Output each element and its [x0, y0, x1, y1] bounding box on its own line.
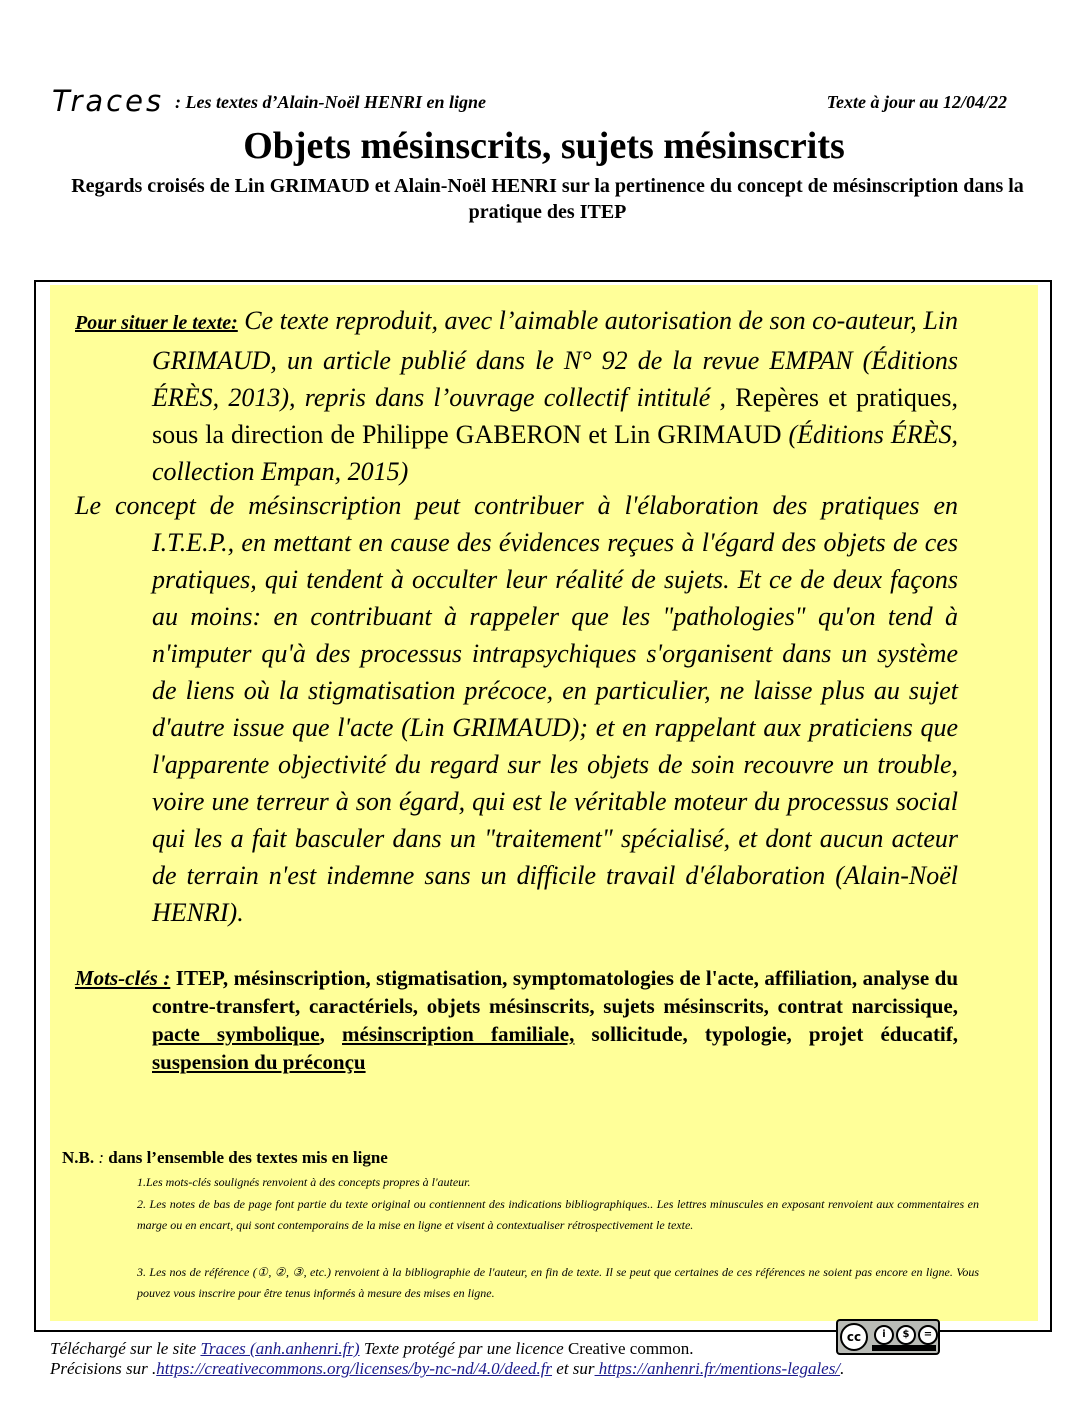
keywords-paragraph: [75, 964, 958, 1076]
license-link[interactable]: https://creativecommons.org/licenses/by-nc-nd/4.0/deed.fr: [156, 1359, 553, 1378]
legal-notice-link[interactable]: https://anhenri.fr/mentions-legales/: [594, 1359, 841, 1378]
by-icon: i: [874, 1325, 894, 1345]
footer-line-2: [50, 1359, 1040, 1379]
context-text-1: Ce texte reproduit, avec l’aimable autorisation de son co-auteur, Lin GRIMAUD, un article publié dans le N° 92 de la revue EMPAN (Éditions ÉRÈS, 2013), repris dans l’ouvrage collectif intitulé ,: [152, 306, 958, 412]
keyword-underlined-2: mésinscription familiale,: [342, 1022, 575, 1046]
nb-text: dans l’ensemble des textes mis en ligne: [104, 1148, 388, 1167]
nc-icon: $: [896, 1325, 916, 1345]
note-2: 2. Les notes de bas de page font partie du texte original ou contiennent des indications bibliographiques.. Les lettres minuscules en exposant renvoient aux commentaires en marge ou en encart, qui sont contemporains de la mise en ligne et visent à contextualiser rétrospectivement le texte.: [137, 1197, 979, 1232]
nb-heading: [62, 1148, 388, 1168]
keywords-text-2: sollicitude, typologie, projet éducatif,: [574, 1022, 959, 1046]
keywords-lead: Mots-clés :: [75, 966, 171, 990]
header-date: Texte à jour au 12/04/22: [826, 92, 1007, 112]
traces-logo: Traces: [52, 84, 165, 118]
footer-text: Texte protégé par une licence: [359, 1339, 568, 1358]
context-paragraph: [75, 302, 958, 490]
footer-text: et sur: [552, 1359, 595, 1378]
footer-text: Précisions sur .: [50, 1359, 157, 1378]
cc-icon: cc: [840, 1323, 868, 1351]
traces-site-link[interactable]: Traces (anh.anhenri.fr): [200, 1339, 360, 1358]
footer-text: .: [840, 1359, 845, 1378]
footer-text: Creative common.: [567, 1339, 694, 1358]
note-3: 3. Les nos de référence (①, ②, ③, etc.) renvoient à la bibliographie de l'auteur, en fin de texte. Il se peut que certaines de ces références ne soient pas encore en ligne. Vous pouvez vous inscrire pour être tenus informés à mesure des mises en ligne.: [137, 1265, 979, 1300]
page-subtitle: Regards croisés de Lin GRIMAUD et Alain-Noël HENRI sur la pertinence du concept de mésinscription dans la pratique des ITEP: [71, 175, 1024, 223]
page-footer: [50, 1339, 1040, 1379]
keyword-underlined-3: suspension du préconçu: [152, 1050, 366, 1074]
context-text-3: (Éditions ÉRÈS, collection Empan, 2015): [152, 420, 958, 486]
context-lead: Pour situer le texte:: [75, 312, 238, 334]
page-header: [52, 84, 1007, 118]
nb-colon: :: [98, 1148, 105, 1167]
keyword-underlined-1: pacte symbolique: [152, 1022, 320, 1046]
note-1: 1.Les mots-clés soulignés renvoient à des concepts propres à l'auteur.: [137, 1175, 471, 1189]
context-text-2: Repères et pratiques, sous la direction de Philippe GABERON et Lin GRIMAUD: [152, 383, 958, 449]
footer-line-1: [50, 1339, 1040, 1359]
abstract-paragraph: Le concept de mésinscription peut contribuer à l'élaboration des pratiques en I.T.E.P., en mettant en cause des évidences reçues à l'égard des objets de ces pratiques, qui tendent à occulter leur réalité de sujets. Et ce de deux façons au moins: en contribuant à rappeler que les "pathologies" qu'on tend à n'imputer qu'à des processus intrapsychiques s'organisent dans un système de liens où la stigmatisation précoce, en particulier, ne laisse plus au sujet d'autre issue que l'acte (Lin GRIMAUD); et en rappelant aux praticiens que l'apparente objectivité du regard sur les objets de soin recouvre un trouble, voire une terreur à son égard, qui est le véritable moteur du processus social qui les a fait basculer dans un "traitement" spécialisé, et dont aucun acteur de terrain n'est indemne sans un difficile travail d'élaboration (Alain-Noël HENRI).: [75, 491, 958, 927]
nd-icon: =: [918, 1325, 938, 1345]
header-subtitle: : Les textes d’Alain-Noël HENRI en ligne: [175, 92, 486, 112]
page-title: Objets mésinscrits, sujets mésinscrits: [243, 125, 845, 167]
nb-label: N.B.: [62, 1148, 99, 1167]
keywords-separator: ,: [319, 1022, 343, 1046]
keywords-text-1: ITEP, mésinscription, stigmatisation, symptomatologies de l'acte, affiliation, analyse du contre-transfert, caractériels, objets mésinscrits, sujets mésinscrits, contrat narcissique,: [152, 966, 958, 1018]
footer-text: Téléchargé sur le site: [50, 1339, 201, 1358]
